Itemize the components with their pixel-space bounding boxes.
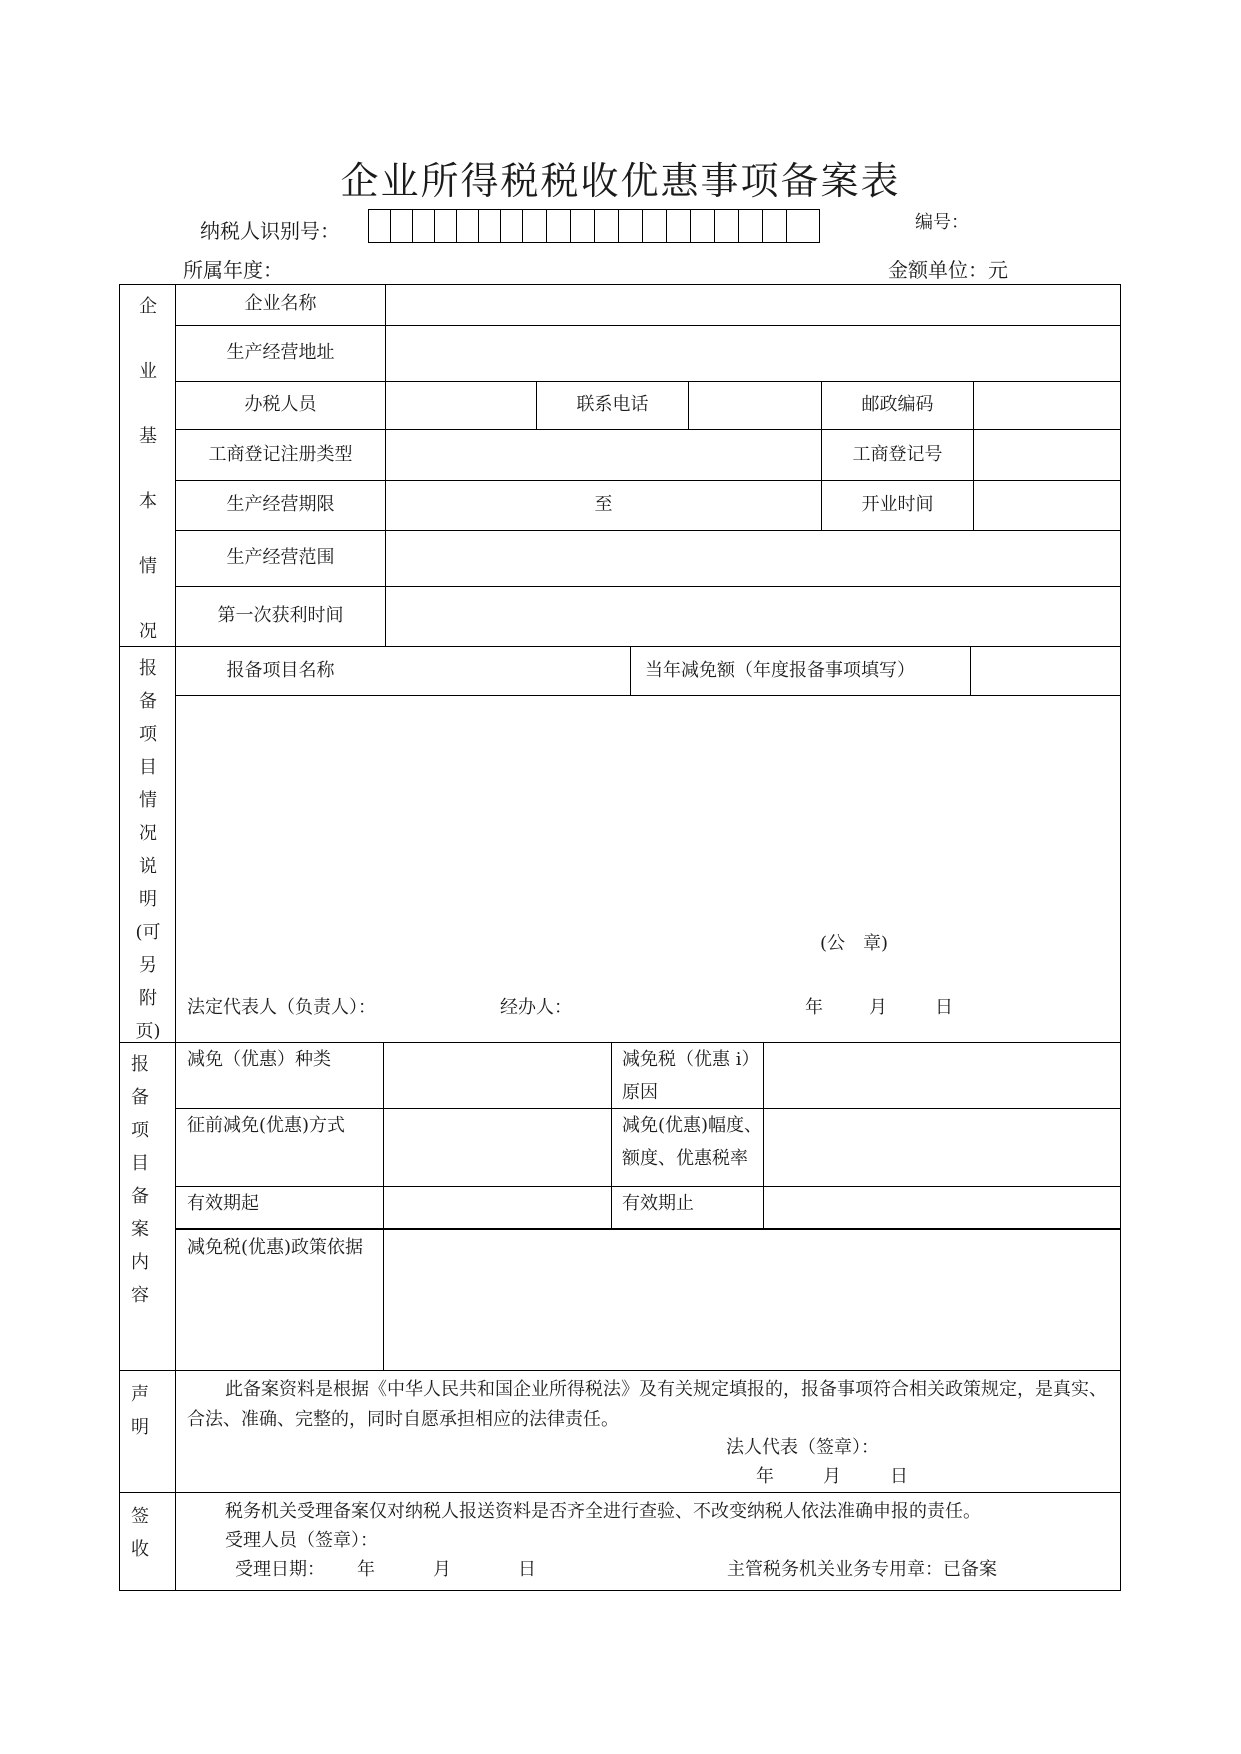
- item-name-field[interactable]: [386, 647, 630, 695]
- phone-label: 联系电话: [576, 394, 649, 415]
- reduction-amount-field[interactable]: [971, 647, 1119, 695]
- seal-label: (公 章): [820, 933, 889, 954]
- reg-no-field[interactable]: [974, 430, 1119, 480]
- collection-method-label: 征前减免(优惠)方式: [187, 1115, 346, 1136]
- side-label-declaration: 声 明: [131, 1384, 149, 1438]
- scope-label: 生产经营范围: [226, 547, 335, 568]
- receipt-year-label: 年: [357, 1559, 375, 1580]
- relief-type-field[interactable]: [384, 1043, 611, 1108]
- stamp-label: 主管税务机关业务专用章：已备案: [727, 1559, 997, 1580]
- range-label-1: 减免(优惠)幅度、: [622, 1115, 763, 1136]
- page-title: 企业所得税税收优惠事项备案表: [340, 159, 901, 203]
- taxpayer-id-label: 纳税人识别号：: [200, 219, 340, 243]
- phone-field[interactable]: [689, 382, 821, 429]
- postcode-label: 邮政编码: [861, 394, 934, 415]
- project-year-label: 年: [805, 997, 823, 1018]
- decl-month-label: 月: [823, 1466, 841, 1487]
- valid-to-field[interactable]: [764, 1187, 1119, 1228]
- year-label: 所属年度：: [183, 258, 283, 282]
- handler-label: 经办人：: [500, 997, 572, 1018]
- project-description-area[interactable]: [176, 696, 1119, 926]
- relief-reason-field[interactable]: [764, 1043, 1119, 1108]
- legal-rep-label: 法定代表人（负责人）：: [187, 997, 376, 1018]
- receipt-text: 税务机关受理备案仅对纳税人报送资料是否齐全进行查验、不改变纳税人依法准确申报的责任。: [225, 1501, 981, 1522]
- tax-officer-label: 办税人员: [244, 394, 317, 415]
- address-field[interactable]: [386, 326, 1119, 381]
- relief-reason-label-1: 减免税（优惠 i）: [622, 1049, 760, 1070]
- relief-reason-label-2: 原因: [622, 1082, 658, 1103]
- reduction-amount-label: 当年减免额（年度报备事项填写）: [645, 660, 915, 681]
- receiver-label: 受理人员（签章）：: [225, 1530, 378, 1551]
- declaration-text: 此备案资料是根据《中华人民共和国企业所得税法》及有关规定填报的，报备事项符合相关政策规定，是真实、合法、准确、完整的，同时自愿承担相应的法律责任。: [187, 1379, 1107, 1430]
- address-label: 生产经营地址: [226, 342, 335, 363]
- period-to-label: 至: [594, 494, 613, 515]
- project-month-label: 月: [869, 997, 887, 1018]
- valid-to-label: 有效期止: [622, 1193, 694, 1214]
- period-label: 生产经营期限: [226, 494, 335, 515]
- receipt-month-label: 月: [433, 1559, 451, 1580]
- serial-label: 编号：: [915, 212, 969, 233]
- receipt-date-label: 受理日期：: [235, 1559, 325, 1580]
- company-name-label: 企业名称: [244, 293, 317, 314]
- open-time-field[interactable]: [974, 481, 1119, 530]
- reg-type-field[interactable]: [386, 430, 821, 480]
- reg-no-label: 工商登记号: [852, 444, 943, 465]
- item-name-label: 报备项目名称: [226, 660, 335, 681]
- side-label-content: 报 备 项 目 备 案 内 容: [131, 1054, 149, 1306]
- tax-officer-field[interactable]: [386, 382, 536, 429]
- range-label-2: 额度、优惠税率: [622, 1148, 748, 1169]
- postcode-field[interactable]: [974, 382, 1119, 429]
- side-label-receipt: 签 收: [131, 1506, 149, 1560]
- decl-day-label: 日: [890, 1466, 908, 1487]
- reg-type-label: 工商登记注册类型: [208, 444, 353, 465]
- unit-label: 金额单位：元: [888, 258, 1008, 282]
- range-field[interactable]: [764, 1109, 1119, 1186]
- first-profit-field[interactable]: [386, 587, 1119, 646]
- collection-method-field[interactable]: [384, 1109, 611, 1186]
- relief-type-label: 减免（优惠）种类: [187, 1049, 331, 1070]
- legal-sign-label: 法人代表（签章）：: [726, 1437, 879, 1458]
- company-name-field[interactable]: [386, 285, 1119, 325]
- decl-year-label: 年: [756, 1466, 774, 1487]
- receipt-day-label: 日: [518, 1559, 536, 1580]
- side-label-basic: 企 业 基 本 情 况: [139, 296, 157, 642]
- first-profit-label: 第一次获利时间: [217, 605, 344, 626]
- policy-basis-label: 减免税(优惠)政策依据: [187, 1237, 364, 1258]
- side-label-project: 报 备 项 目 情 况 说 明 (可 另 附 页): [135, 658, 161, 1042]
- policy-basis-field[interactable]: [384, 1230, 1119, 1370]
- scope-field[interactable]: [386, 531, 1119, 586]
- valid-from-label: 有效期起: [187, 1193, 259, 1214]
- open-time-label: 开业时间: [861, 494, 934, 515]
- project-day-label: 日: [935, 997, 953, 1018]
- valid-from-field[interactable]: [384, 1187, 611, 1228]
